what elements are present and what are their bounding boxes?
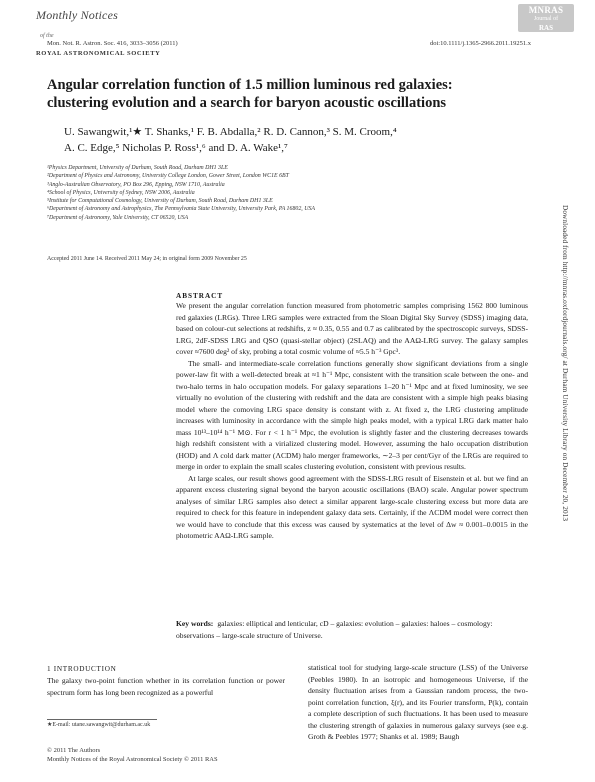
affiliation: ³Anglo-Australian Observatory, PO Box 296, Epping, NSW 1710, Australia <box>47 181 225 188</box>
download-sidebar <box>561 205 579 745</box>
abstract-paragraph: At large scales, our result shows good agreement with the SDSS-LRG result of Eisenstein et al. but we find an apparent excess clustering signal beyond the baryon acoustic oscillations (BAO) scale. Angular power spectrum analyses of similar LRG samples also detect a similar apparent large-scale clustering excess but more data are required to check for this feature in independent galaxy data sets. Certainly, if the ΛCDM model were correct then we would have to conclude that this excess was caused by systematics at the level of Δw ≈ 0.001–0.0015 in the photometric AAΩ-LRG sample. <box>176 473 528 540</box>
affiliations <box>47 164 507 222</box>
publisher-badge-line2: Journal of <box>533 16 559 22</box>
affiliation: ¹Physics Department, University of Durham, South Road, Durham DH1 3LE <box>47 165 228 171</box>
affiliation: ²Department of Physics and Astronomy, University College London, Gower Street, London WC1E 6BT <box>47 173 289 180</box>
journal-logo-society: ROYAL ASTRONOMICAL SOCIETY <box>36 50 161 57</box>
affiliation: ⁵Institute for Computational Cosmology, University of Durham, South Road, Durham DH1 3LE <box>47 198 273 205</box>
keywords-heading: Key words: <box>176 619 214 628</box>
paper-title-line2: clustering evolution and a search for baryon acoustic oscillations <box>47 95 447 111</box>
author-line2: A. C. Edge,⁵ Nicholas P. Ross¹,⁶ and D. A. Wake¹,⁷ <box>64 142 288 154</box>
keywords <box>176 618 528 641</box>
affiliation: ⁶Department of Astronomy and Astrophysics, The Pennsylvania State University, University Park, PA 16802, USA <box>47 206 316 213</box>
copyright-line1: © 2011 The Authors <box>47 747 101 754</box>
journal-logo-of: of the <box>40 33 54 39</box>
citation: Mon. Not. R. Astron. Soc. 416, 3033–3056 (2011) <box>47 40 178 47</box>
affiliation: ⁴School of Physics, University of Sydney, NSW 2006, Australia <box>47 189 195 196</box>
copyright-line2: Monthly Notices of the Royal Astronomical Society © 2011 RAS <box>47 756 218 763</box>
download-notice[interactable]: Downloaded from http://mnras.oxfordjournals.org/ at Durham University Library on December 20, 2013 <box>561 205 569 522</box>
copyright-footer <box>47 746 218 764</box>
affiliation: ⁷Department of Astronomy, Yale University, CT 06520, USA <box>47 214 189 221</box>
dates-received: Accepted 2011 June 14. Received 2011 May 24; in original form 2009 November 25 <box>47 256 247 262</box>
abstract <box>176 300 528 542</box>
publisher-badge-line3: RAS <box>538 24 553 32</box>
abstract-paragraph: The small- and intermediate-scale correlation functions generally show significant deviations from a single power-law fit with a well-detected break at ≈1 h⁻¹ Mpc, consistent with the transition scale between the one- and two-halo terms in halo occupation models. For galaxy separations 1–20 h⁻¹ Mpc and at fixed luminosity, we see virtually no evolution of the clustering with redshift and the data are consistent with a simple high peaks biasing model where the comoving LRG space density is constant with z. At fixed z, the LRG clustering amplitude increases with luminosity in accordance with the simple high peaks model, with a typical LRG dark matter halo mass 10¹³–10¹⁴ h⁻¹ M⊙. For r < 1 h⁻¹ Mpc, the evolution is slightly faster and the clustering decreases towards high redshift consistent with a virialized clustering model. However, assuming the halo occupation distribution (HOD) and Λ cold dark matter (ΛCDM) halo merger frameworks, ∼2–3 per cent/Gyr of the LRGs are required to merge in order to explain the small scales clustering evolution, consistent with previous results. <box>176 358 528 471</box>
publisher-badge-line1: MNRAS <box>528 5 564 15</box>
section-heading-introduction: 1 INTRODUCTION <box>47 665 117 673</box>
doi[interactable]: doi:10.1111/j.1365-2966.2011.19251.x <box>430 40 532 47</box>
journal-logo-name: Monthly Notices <box>36 8 118 22</box>
footnote-email[interactable]: ★E-mail: utane.sawangwit@durham.ac.uk <box>47 722 151 728</box>
footnote-rule <box>47 719 157 720</box>
author-line1: U. Sawangwit,¹★ T. Shanks,¹ F. B. Abdalla,² R. D. Cannon,³ S. M. Croom,⁴ <box>64 126 397 138</box>
author-list <box>64 124 504 156</box>
introduction-text: The galaxy two-point function whether in its correlation function or power spectrum form has long been recognized as a powerful <box>47 676 285 697</box>
paper-title-line1: Angular correlation function of 1.5 million luminous red galaxies: <box>47 77 453 93</box>
abstract-paragraph: We present the angular correlation function measured from photometric samples comprising 1562 800 luminous red galaxies (LRGs). Three LRG samples were extracted from the Sloan Digital Sky Survey (SDSS) imaging data, based on colour-cut selections at redshifts, z ≈ 0.35, 0.55 and 0.7 as calibrated by the spectroscopic surveys, SDSS-LRG, 2dF-SDSS LRG and QSO (quasi-stellar object) (2SLAQ) and the AAΩ-LRG survey. The galaxy samples cover ≈7600 deg² of sky, probing a total cosmic volume of ≈5.5 h⁻³ Gpc³. <box>176 301 528 356</box>
keywords-text: galaxies: elliptical and lenticular, cD – galaxies: evolution – galaxies: haloes – cosmology: observations – large-scale structure of Universe. <box>176 619 493 640</box>
paper-title <box>47 76 527 112</box>
publisher-badge <box>518 4 574 32</box>
column2-text: statistical tool for studying large-scale structure (LSS) of the Universe (Peebles 1980). In an isotropic and homogeneous Universe, if the density fluctuation arises from a Gaussian random process, the two-point correlation function, ξ(r), and its Fourier transform, P(k), contain a complete description of such fluctuations. It has been used to measure the clustering strength of galaxies in numerous galaxy surveys (see e.g. Groth & Peebles 1977; Shanks et al. 1989; Baugh <box>308 663 528 741</box>
abstract-heading: ABSTRACT <box>176 292 224 300</box>
